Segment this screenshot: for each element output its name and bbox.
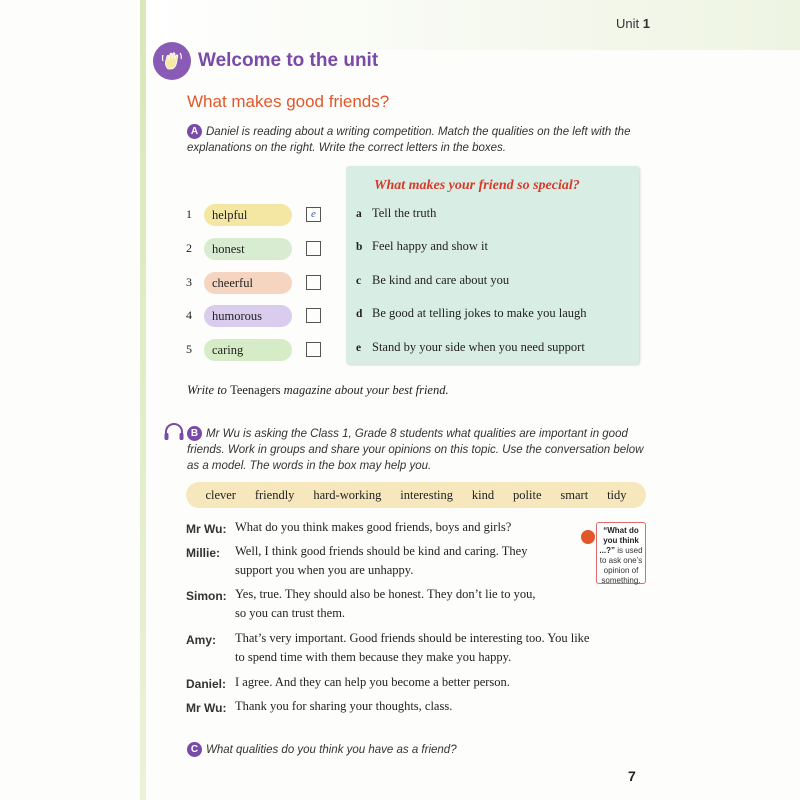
quality-word: cheerful [204, 272, 292, 294]
word-box [186, 482, 646, 508]
explanation-letter: e [356, 342, 362, 354]
dialogue-text: What do you think makes good friends, boys and girls? [235, 520, 512, 534]
word-item: friendly [254, 487, 295, 502]
tip-icon [581, 530, 595, 544]
dialogue-line [235, 518, 511, 537]
explanation-text: Tell the truth [372, 206, 437, 220]
tip-text: is used to ask one’s opinion of something. [599, 546, 643, 585]
language-tip-note [596, 522, 646, 584]
word-item: polite [513, 487, 542, 502]
quality-row [186, 305, 336, 327]
quality-number: 5 [186, 342, 192, 356]
word-item: tidy [607, 487, 627, 502]
dialogue-speaker: Mr Wu: [186, 701, 227, 715]
dialogue-text: Thank you for sharing your thoughts, class. [235, 699, 453, 713]
explanation-item [356, 340, 585, 355]
write-prefix: Write to [187, 383, 231, 397]
dialogue-line [235, 697, 452, 716]
dialogue-speaker: Millie: [186, 546, 221, 560]
explanation-letter: b [356, 241, 363, 253]
answer-box[interactable] [306, 308, 321, 323]
magazine-name: Teenagers [230, 383, 281, 397]
dialogue-text: That’s very important. Good friends should be interesting too. You like [235, 631, 590, 645]
dialogue-line [235, 673, 510, 692]
dialogue-speaker: Daniel: [186, 677, 227, 691]
part-c-instruction-text: What qualities do you think you have as a friend? [206, 744, 457, 756]
dialogue-line [235, 542, 527, 580]
explanation-item [356, 273, 509, 288]
dialogue-text: to spend time with them because they make you happy. [235, 650, 512, 664]
card-title: What makes your friend so special? [374, 178, 580, 193]
word-item: smart [560, 487, 589, 502]
answer-box[interactable]: e [306, 207, 321, 222]
dialogue-speaker: Mr Wu: [186, 522, 227, 536]
word-item: hard-working [313, 487, 382, 502]
dialogue-text: Well, I think good friends should be kind and caring. They [235, 544, 528, 558]
write-prompt [187, 383, 449, 398]
part-a-instruction-text: Daniel is reading about a writing competition. Match the qualities on the left with the explanations on the right. Write the correct letters in the boxes. [187, 126, 631, 154]
explanation-letter: c [356, 275, 362, 287]
quality-number: 4 [186, 308, 192, 322]
answer-box[interactable] [306, 241, 321, 256]
part-a-badge: A [187, 124, 202, 139]
part-c-instruction [187, 742, 647, 758]
explanation-letter: a [356, 208, 362, 220]
write-suffix: magazine about your best friend. [280, 383, 449, 397]
dialogue-text: so you can trust them. [235, 606, 346, 620]
quality-row [186, 204, 336, 226]
page-number: 7 [628, 768, 636, 784]
dialogue-line [235, 585, 535, 623]
quality-number: 3 [186, 275, 192, 289]
word-item: kind [471, 487, 495, 502]
part-b-instruction-text: Mr Wu is asking the Class 1, Grade 8 students what qualities are important in good friends. Work in groups and share your opinions on this topic. Use the conversation below as a model. The words in the box may help you. [187, 428, 644, 472]
unit-text: Unit [616, 16, 640, 31]
quality-word: honest [204, 238, 292, 260]
unit-number: 1 [642, 16, 650, 31]
tip-phrase: “What do you think ...?” [599, 526, 639, 555]
header-band [146, 0, 800, 50]
explanations-card [346, 166, 639, 364]
part-a-instruction [187, 124, 647, 156]
quality-word: caring [204, 339, 292, 361]
explanation-text: Be good at telling jokes to make you laugh [372, 306, 587, 320]
dialogue-speaker: Amy: [186, 633, 217, 647]
quality-row [186, 272, 336, 294]
explanation-letter: d [356, 308, 363, 320]
quality-number: 1 [186, 207, 192, 221]
part-b-instruction [187, 426, 647, 474]
dialogue-line [235, 629, 589, 667]
waving-hand-icon [153, 42, 191, 80]
quality-row [186, 238, 336, 260]
dialogue-text: Yes, true. They should also be honest. They don’t lie to you, [235, 587, 536, 601]
unit-label [616, 16, 650, 31]
explanation-item [356, 306, 587, 321]
explanation-text: Stand by your side when you need support [372, 340, 585, 354]
answer-box[interactable] [306, 342, 321, 357]
part-b-badge: B [187, 426, 202, 441]
part-c-badge: C [187, 742, 202, 757]
explanation-text: Be kind and care about you [372, 273, 510, 287]
answer-box[interactable] [306, 275, 321, 290]
dialogue-speaker: Simon: [186, 589, 227, 603]
quality-word: helpful [204, 204, 292, 226]
quality-number: 2 [186, 241, 192, 255]
page-edge-bar [140, 0, 146, 800]
quality-word: humorous [204, 305, 292, 327]
explanation-item [356, 239, 488, 254]
section-title: Welcome to the unit [198, 50, 379, 71]
section-heading: What makes good friends? [187, 92, 390, 111]
headphones-icon [163, 422, 185, 447]
word-item: interesting [400, 487, 454, 502]
dialogue-text: I agree. And they can help you become a better person. [235, 675, 510, 689]
dialogue-text: support you when you are unhappy. [235, 563, 414, 577]
word-item: clever [205, 487, 236, 502]
explanation-item [356, 206, 436, 221]
explanation-text: Feel happy and show it [372, 239, 488, 253]
quality-row [186, 339, 336, 361]
